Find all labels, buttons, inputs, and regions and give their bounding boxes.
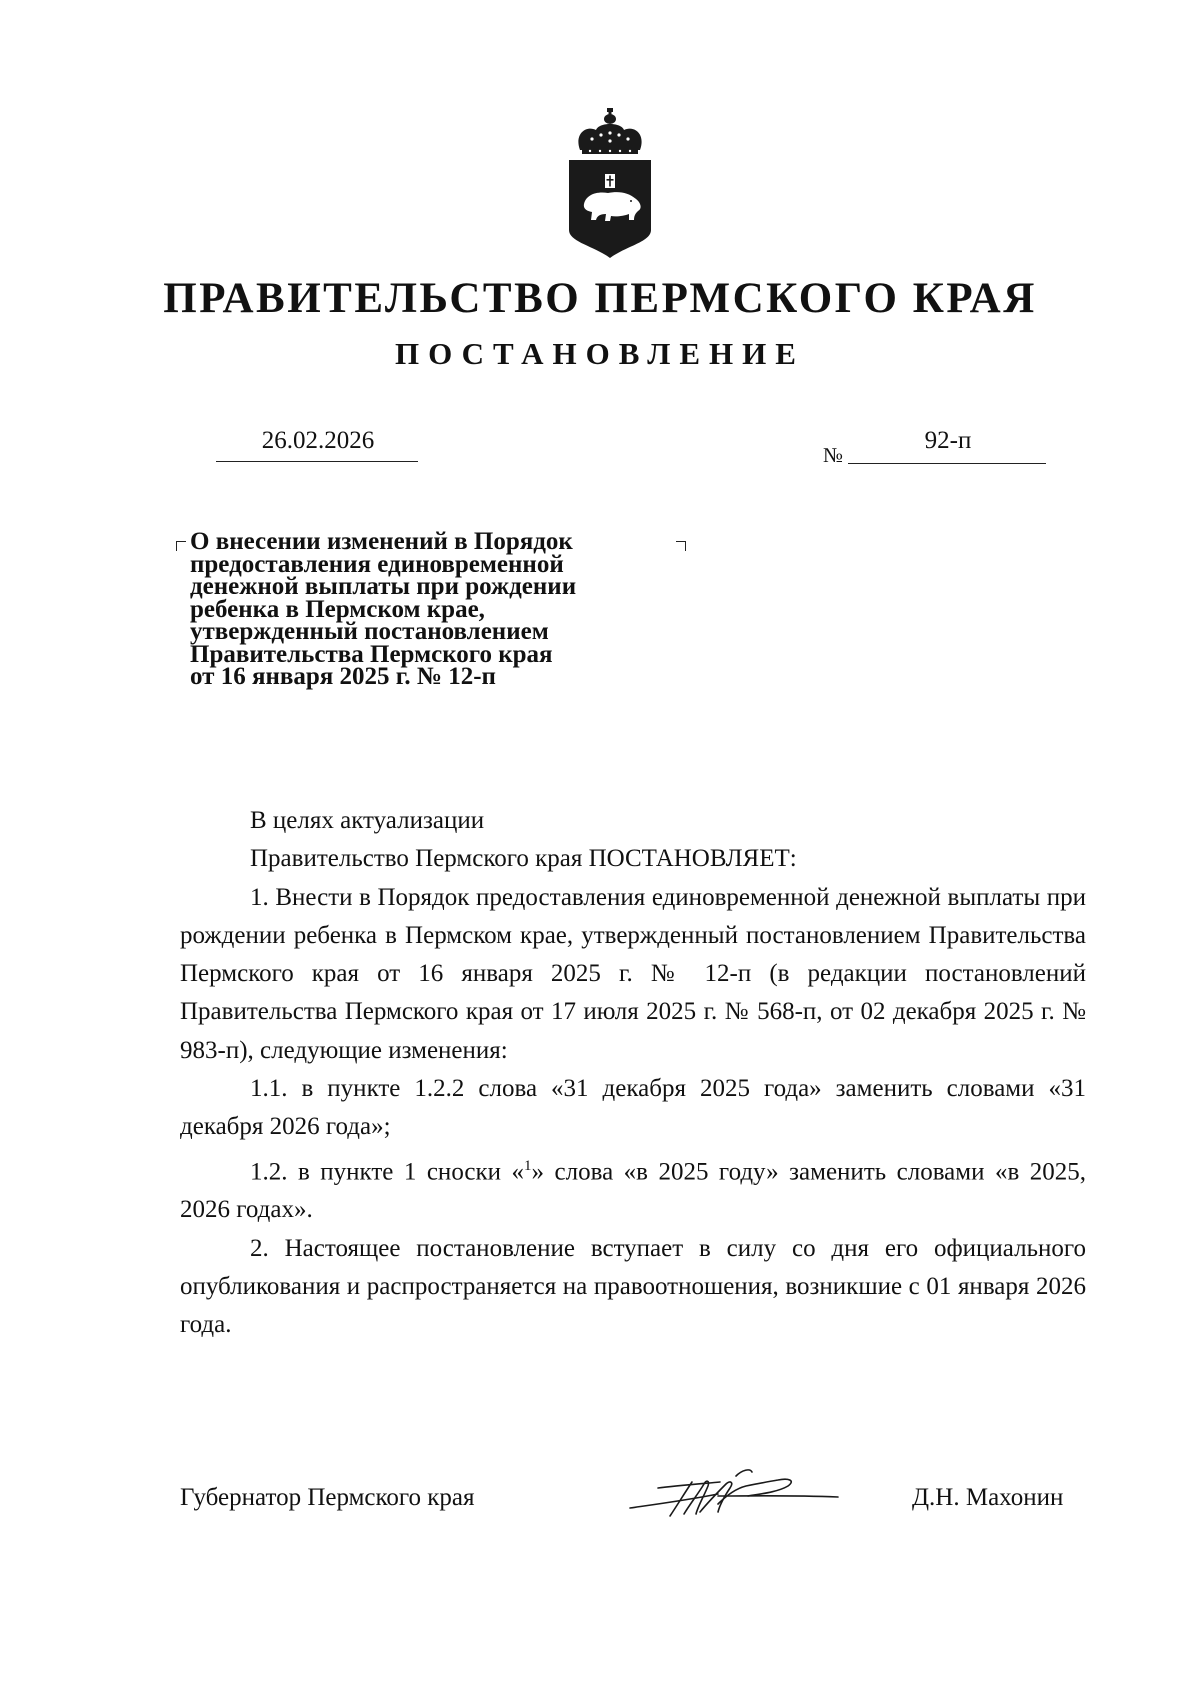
subject-line: от 16 января 2025 г. № 12-п bbox=[190, 663, 496, 690]
clause-1-2-start: 1.2. в пункте 1 сноски « bbox=[250, 1158, 525, 1185]
subject-corner-right bbox=[676, 541, 686, 551]
clause-1-2-end: » слова «в 2025 году» заменить словами «в 2025, 2026 годах». bbox=[180, 1158, 1086, 1224]
subject-line: Правительства Пермского края bbox=[190, 640, 553, 668]
document-body bbox=[180, 802, 1086, 1344]
clause-1-2 bbox=[180, 1147, 1086, 1230]
signatory-name: Д.Н. Махонин bbox=[912, 1484, 1064, 1511]
subject-line: утвержденный постановлением bbox=[190, 618, 549, 645]
date-underline bbox=[216, 461, 418, 462]
clause-1: 1. Внести в Порядок предоставления единовременной денежной выплаты при рождении ребенка в Пермском крае, утвержденный постановлением Правительства Пермского края от 16 января 2025 г. № 12-п (в редакции постановлений Правительства Пермского края от 17 июля 2025 г. № 568-п, от 02 декабря 2025 г. № 983-п), следующие изменения: bbox=[180, 883, 1086, 1064]
clause-2: 2. Настоящее постановление вступает в силу со дня его официального опубликования и распространяется на правоотношения, возникшие с 01 января 2026 года. bbox=[180, 1234, 1086, 1339]
document-subject bbox=[190, 528, 660, 690]
document-date: 26.02.2026 bbox=[261, 427, 375, 454]
subject-line: ребенка в Пермском крае, bbox=[190, 595, 485, 623]
signatory-position: Губернатор Пермского края bbox=[180, 1484, 475, 1511]
intro-paragraph: В целях актуализации bbox=[250, 807, 485, 834]
subject-line: О внесении изменений в Порядок bbox=[190, 528, 573, 555]
clause-1-1: 1.1. в пункте 1.2.2 слова «31 декабря 2025 года» заменить словами «31 декабря 2026 года»; bbox=[180, 1075, 1086, 1141]
subject-line: предоставления единовременной bbox=[190, 550, 564, 578]
subject-line: денежной выплаты при рождении bbox=[190, 573, 577, 600]
footnote-marker: 1 bbox=[524, 1157, 532, 1174]
coat-of-arms-icon bbox=[566, 108, 654, 260]
subject-corner-left bbox=[176, 541, 186, 551]
document-type: ПОСТАНОВЛЕНИЕ bbox=[395, 336, 805, 371]
document-number: 92-п bbox=[924, 427, 972, 454]
number-underline bbox=[848, 463, 1046, 464]
resolves-paragraph: Правительство Пермского края ПОСТАНОВЛЯЕТ: bbox=[250, 845, 797, 873]
handwritten-signature-icon bbox=[628, 1464, 848, 1524]
number-sign: № bbox=[823, 443, 844, 467]
organization-title: ПРАВИТЕЛЬСТВО ПЕРМСКОГО КРАЯ bbox=[163, 275, 1037, 322]
